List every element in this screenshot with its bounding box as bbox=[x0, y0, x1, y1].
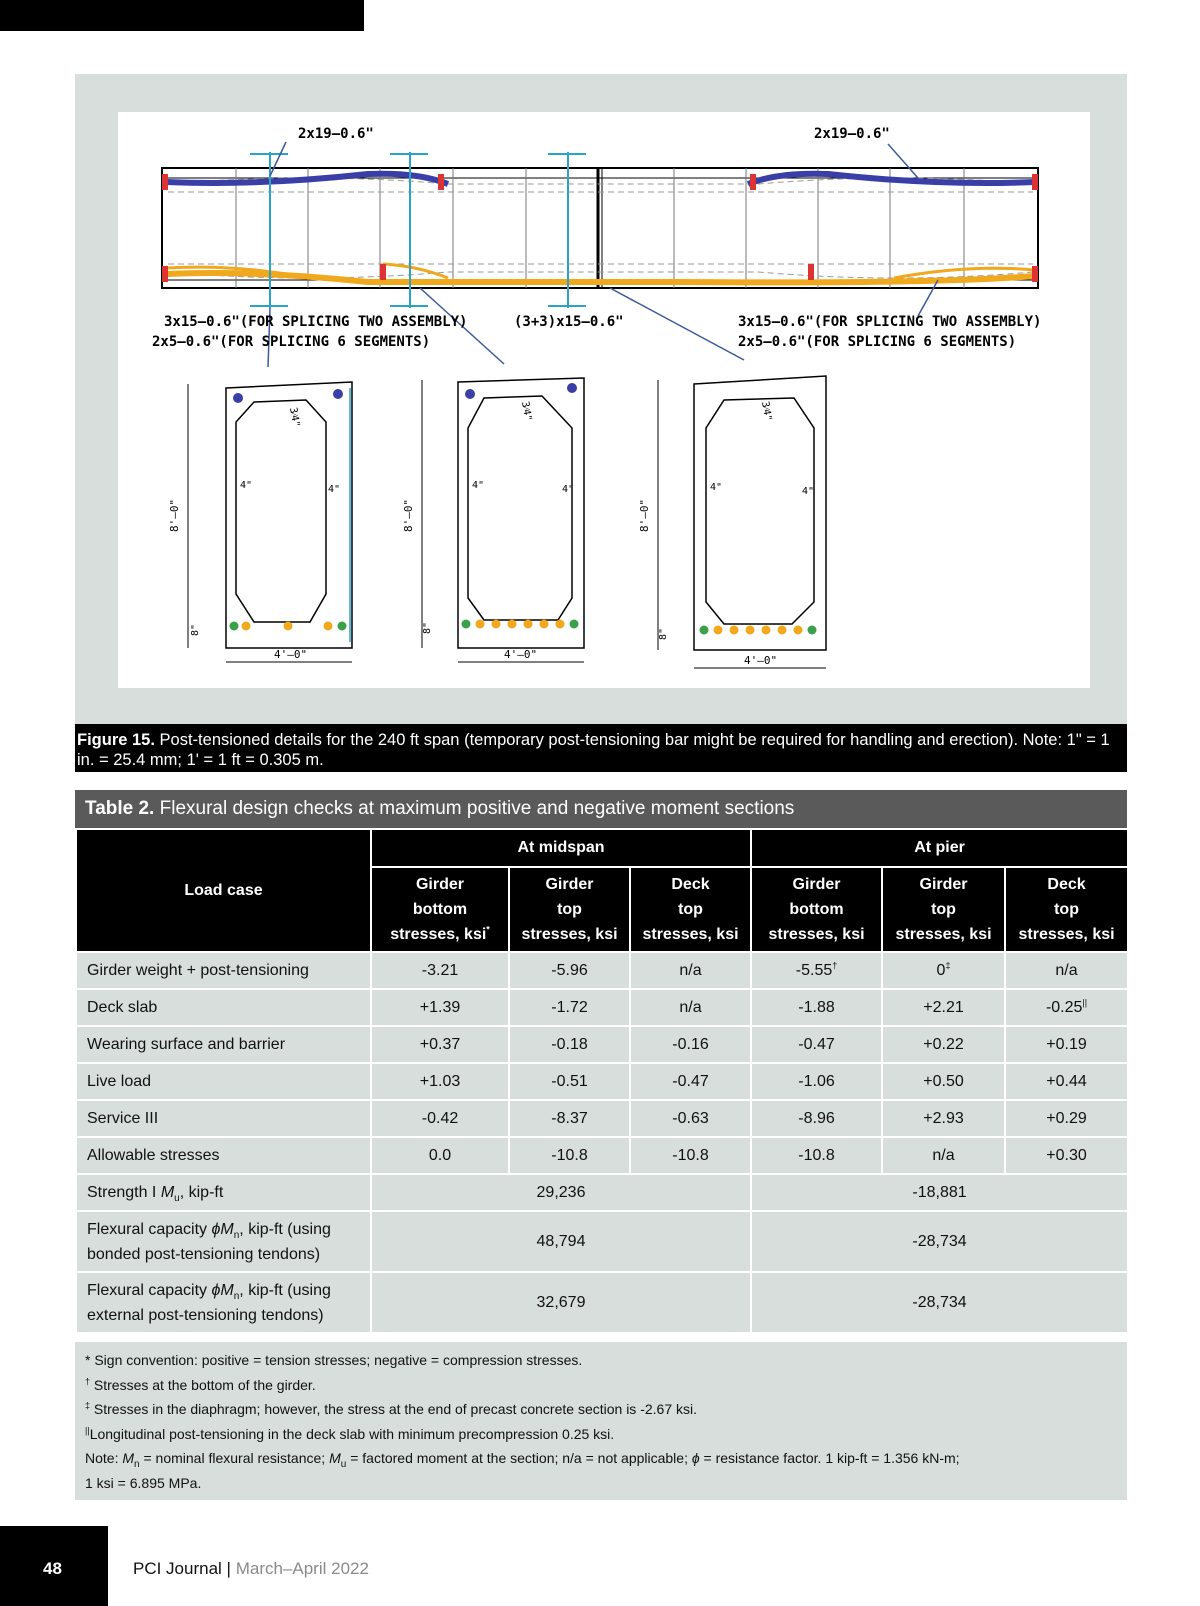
section2-top-offset: 3⁄4" bbox=[519, 400, 534, 422]
right-note-line1: 3x15–0.6"(FOR SPLICING TWO ASSEMBLY) bbox=[738, 314, 1042, 330]
strength-row bbox=[76, 1174, 1128, 1211]
note-units: 1 ksi = 6.895 MPa. bbox=[85, 1474, 202, 1491]
right-note-line2: 2x5–0.6"(FOR SPLICING 6 SEGMENTS) bbox=[738, 334, 1017, 350]
top-tendon-right bbox=[748, 174, 1034, 184]
section3-web-right: 4" bbox=[802, 486, 815, 497]
table-title-text: Flexural design checks at maximum positive and negative moment sections bbox=[159, 798, 795, 819]
table-cell: +1.39 bbox=[371, 989, 509, 1026]
table-cell: -0.25|| bbox=[1005, 989, 1128, 1026]
note-sign-convention: * Sign convention: positive = tension stresses; negative = compression stresses. bbox=[85, 1352, 583, 1368]
section1-web-right: 4" bbox=[328, 484, 341, 495]
section3-bottom-offset: 8" bbox=[658, 627, 669, 640]
table-cell: +0.22 bbox=[882, 1026, 1005, 1063]
row-label: Wearing surface and barrier bbox=[76, 1026, 371, 1063]
table-cell: +0.37 bbox=[371, 1026, 509, 1063]
cell-pier-merged: -28,734 bbox=[751, 1211, 1128, 1272]
cell-midspan-merged: 32,679 bbox=[371, 1272, 751, 1333]
note-girder-bottom: † Stresses at the bottom of the girder. bbox=[85, 1375, 316, 1393]
left-note-line1: 3x15–0.6"(FOR SPLICING TWO ASSEMBLY) bbox=[164, 314, 468, 330]
column-header-3: Girder bottom stresses, ksi bbox=[751, 867, 882, 952]
column-header-5: Deck top stresses, ksi bbox=[1005, 867, 1128, 952]
load-case-header: Load case bbox=[76, 829, 371, 952]
column-header-0: Girder bottom stresses, ksi* bbox=[371, 867, 509, 952]
segment-lines bbox=[236, 168, 964, 288]
column-header-1: Girder top stresses, ksi bbox=[509, 867, 630, 952]
row-label: Deck slab bbox=[76, 989, 371, 1026]
section1-height-label: 8'–0" bbox=[168, 498, 181, 532]
row-label: Service III bbox=[76, 1100, 371, 1137]
table-row bbox=[76, 952, 1128, 989]
table-cell: -0.16 bbox=[630, 1026, 751, 1063]
table-cell: +0.44 bbox=[1005, 1063, 1128, 1100]
cell-midspan-merged: 48,794 bbox=[371, 1211, 751, 1272]
table-cell: n/a bbox=[630, 989, 751, 1026]
table-cell: 0‡ bbox=[882, 952, 1005, 989]
section2-web-right: 4" bbox=[562, 484, 575, 495]
flexural-design-table bbox=[75, 828, 1129, 1334]
issue-date: March–April 2022 bbox=[235, 1559, 369, 1578]
footer-separator: | bbox=[221, 1559, 236, 1578]
group-header-pier: At pier bbox=[751, 829, 1128, 867]
table-cell: -10.8 bbox=[630, 1137, 751, 1174]
capacity-bonded-row bbox=[76, 1211, 1128, 1272]
row-label: Strength I $M_u$, kip-ft bbox=[76, 1174, 371, 1211]
table-title bbox=[75, 790, 1127, 828]
table-cell: +0.50 bbox=[882, 1063, 1005, 1100]
table-cell: -1.06 bbox=[751, 1063, 882, 1100]
group-header-midspan: At midspan bbox=[371, 829, 751, 867]
section2-web-left: 4" bbox=[472, 480, 485, 491]
table-cell: -0.47 bbox=[751, 1026, 882, 1063]
table-row bbox=[76, 1100, 1128, 1137]
page-number-box bbox=[0, 1526, 108, 1606]
table-cell: n/a bbox=[1005, 952, 1128, 989]
top-black-bar bbox=[0, 0, 364, 31]
table-cell: -0.51 bbox=[509, 1063, 630, 1100]
table-cell: 0.0 bbox=[371, 1137, 509, 1174]
table-row bbox=[76, 989, 1128, 1026]
journal-name: PCI Journal bbox=[133, 1559, 222, 1578]
note-symbols: Note: $M_n$ = nominal flexural resistance; $M_u$ = factored moment at the section; n/a = not applicable; ϕ = resistance factor. 1 kip-ft = 1.356 kN-m; bbox=[85, 1450, 960, 1470]
table-row bbox=[76, 1137, 1128, 1174]
table-cell: -8.37 bbox=[509, 1100, 630, 1137]
cell-midspan-merged: 29,236 bbox=[371, 1174, 751, 1211]
table-cell: -5.96 bbox=[509, 952, 630, 989]
duct-dashed-lines bbox=[168, 178, 1033, 278]
figure-panel bbox=[75, 74, 1127, 724]
table-notes bbox=[75, 1342, 1127, 1500]
section3-top-offset: 3⁄4" bbox=[759, 400, 774, 422]
figure-caption bbox=[75, 724, 1127, 772]
capacity-external-row bbox=[76, 1272, 1128, 1333]
top-tendon-left bbox=[166, 174, 448, 184]
table-cell: -10.8 bbox=[751, 1137, 882, 1174]
anchorage-marks bbox=[162, 174, 1038, 282]
section2-bottom-offset: 8" bbox=[422, 621, 433, 634]
table-cell: n/a bbox=[882, 1137, 1005, 1174]
table-cell: -0.63 bbox=[630, 1100, 751, 1137]
column-header-4: Girder top stresses, ksi bbox=[882, 867, 1005, 952]
section2-height-label: 8'–0" bbox=[402, 498, 415, 532]
figure-label: Figure 15. bbox=[77, 731, 155, 749]
table-cell: +0.30 bbox=[1005, 1137, 1128, 1174]
table-cell: -0.47 bbox=[630, 1063, 751, 1100]
table-cell: +2.93 bbox=[882, 1100, 1005, 1137]
cell-pier-merged: -18,881 bbox=[751, 1174, 1128, 1211]
section3-height-label: 8'–0" bbox=[638, 498, 651, 532]
section1-bottom-offset: 8" bbox=[190, 623, 201, 636]
post-tensioning-drawing bbox=[118, 112, 1090, 688]
girder-elevation-outline bbox=[162, 168, 1038, 288]
cross-section-3 bbox=[638, 376, 826, 668]
row-label: Girder weight + post-tensioning bbox=[76, 952, 371, 989]
table-cell: -5.55† bbox=[751, 952, 882, 989]
top-right-tendon-label: 2x19–0.6" bbox=[814, 126, 890, 142]
section1-width-label: 4'–0" bbox=[274, 648, 308, 661]
row-label: Flexural capacity $\phi M_n$, kip-ft (using external post-tensioning tendons) bbox=[76, 1272, 371, 1333]
table-cell: n/a bbox=[630, 952, 751, 989]
left-note-line2: 2x5–0.6"(FOR SPLICING 6 SEGMENTS) bbox=[152, 334, 431, 350]
row-label: Live load bbox=[76, 1063, 371, 1100]
center-note: (3+3)x15–0.6" bbox=[514, 314, 624, 330]
table-cell: +0.29 bbox=[1005, 1100, 1128, 1137]
section2-width-label: 4'–0" bbox=[504, 648, 538, 661]
table-row bbox=[76, 1026, 1128, 1063]
table-cell: -0.42 bbox=[371, 1100, 509, 1137]
section3-width-label: 4'–0" bbox=[744, 654, 778, 667]
table-cell: -0.18 bbox=[509, 1026, 630, 1063]
footer-journal bbox=[133, 1559, 369, 1579]
table-cell: +0.19 bbox=[1005, 1026, 1128, 1063]
page-number: 48 bbox=[43, 1559, 62, 1578]
table-cell: +1.03 bbox=[371, 1063, 509, 1100]
table-cell: -10.8 bbox=[509, 1137, 630, 1174]
section3-web-left: 4" bbox=[710, 482, 723, 493]
figure-drawing bbox=[118, 112, 1090, 688]
section1-web-left: 4" bbox=[240, 480, 253, 491]
cross-section-1 bbox=[168, 382, 352, 662]
row-label: Allowable stresses bbox=[76, 1137, 371, 1174]
table-cell: +2.21 bbox=[882, 989, 1005, 1026]
table-row bbox=[76, 1063, 1128, 1100]
table-cell: -1.72 bbox=[509, 989, 630, 1026]
table-cell: -8.96 bbox=[751, 1100, 882, 1137]
cell-pier-merged: -28,734 bbox=[751, 1272, 1128, 1333]
column-header-2: Deck top stresses, ksi bbox=[630, 867, 751, 952]
cross-section-2 bbox=[402, 378, 584, 662]
note-deck-slab: ||Longitudinal post-tensioning in the deck slab with minimum precompression 0.25 ksi. bbox=[85, 1424, 615, 1442]
table-cell: -1.88 bbox=[751, 989, 882, 1026]
note-diaphragm: ‡ Stresses in the diaphragm; however, the stress at the end of precast concrete section is -2.67 ksi. bbox=[85, 1400, 697, 1417]
table-cell: -3.21 bbox=[371, 952, 509, 989]
row-label: Flexural capacity $\phi M_n$, kip-ft (using bonded post-tensioning tendons) bbox=[76, 1211, 371, 1272]
table-label: Table 2. bbox=[85, 798, 155, 819]
figure-caption-text: Post-tensioned details for the 240 ft span (temporary post-tensioning bar might be required for handling and erection). Note: 1" = 1 in. = 25.4 mm; 1' = 1 ft = 0.305 m. bbox=[77, 731, 1110, 769]
section1-top-offset: 3⁄4" bbox=[287, 406, 302, 428]
top-left-tendon-label: 2x19–0.6" bbox=[298, 126, 374, 142]
